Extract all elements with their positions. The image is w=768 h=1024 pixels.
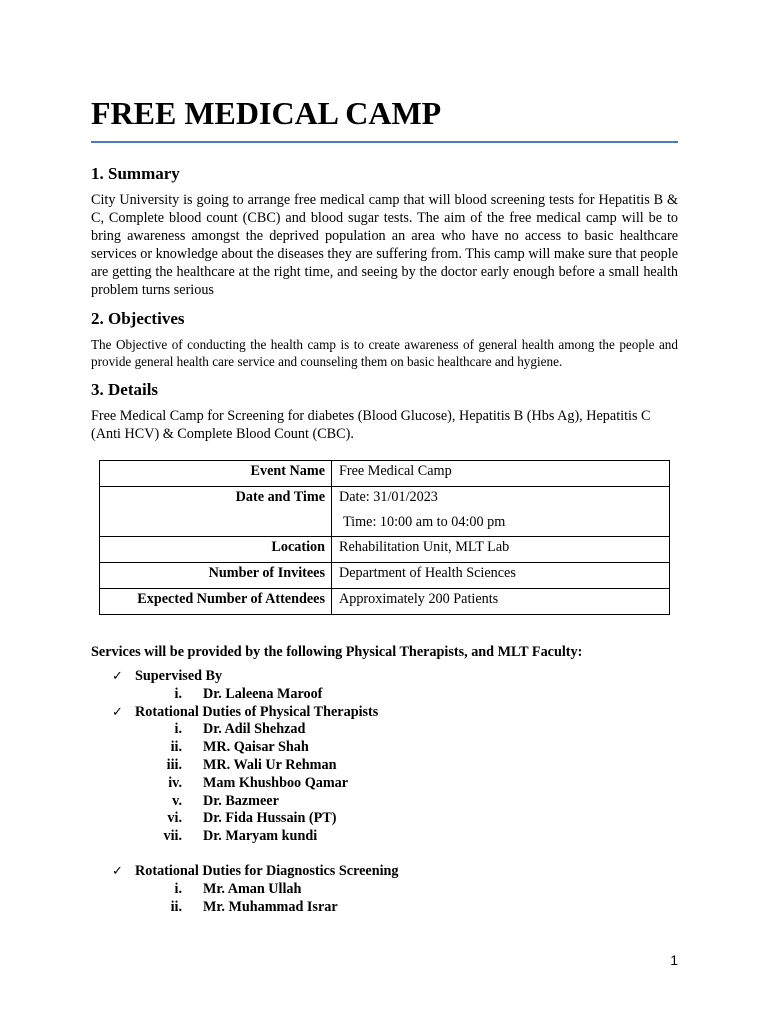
invitees-value: Department of Health Sciences <box>332 563 670 589</box>
item-number: vii. <box>163 828 182 845</box>
item-number: i. <box>174 880 182 897</box>
list-item <box>91 775 678 793</box>
time-value: Time: 10:00 am to 04:00 pm <box>343 514 506 530</box>
list-item <box>91 899 678 917</box>
item-number: v. <box>172 792 182 809</box>
list-item <box>91 793 678 811</box>
item-number: iii. <box>166 756 182 773</box>
list-item <box>91 721 678 739</box>
document-title: FREE MEDICAL CAMP <box>91 92 678 143</box>
table-row <box>100 537 670 563</box>
date-value: Date: 31/01/2023 <box>339 489 438 505</box>
attendees-label: Expected Number of Attendees <box>100 589 332 615</box>
check-icon: ✓ <box>112 863 123 879</box>
item-name: Dr. Bazmeer <box>203 792 279 809</box>
details-heading: 3. Details <box>91 380 159 399</box>
list-item <box>91 668 678 686</box>
table-row <box>100 487 670 537</box>
details-text: Free Medical Camp for Screening for diabetes (Blood Glucose), Hepatitis B (Hbs Ag), Hepatitis C (Anti HCV) & Complete Blood Count (CBC). <box>91 408 651 442</box>
table-row <box>100 461 670 487</box>
item-number: ii. <box>170 898 182 915</box>
list-item <box>91 757 678 775</box>
list-item <box>91 863 678 881</box>
group-label: Rotational Duties for Diagnostics Screening <box>135 862 399 879</box>
item-name: Dr. Fida Hussain (PT) <box>203 810 337 827</box>
list-item <box>91 881 678 899</box>
item-number: ii. <box>170 739 182 756</box>
list-item <box>91 704 678 722</box>
services-heading: Services will be provided by the following Physical Therapists, and MLT Faculty: <box>91 644 583 660</box>
location-label: Location <box>100 537 332 563</box>
summary-heading: 1. Summary <box>91 164 180 183</box>
list-item <box>91 739 678 757</box>
item-name: Mam Khushboo Qamar <box>203 774 349 791</box>
item-number: i. <box>174 685 182 702</box>
objectives-heading: 2. Objectives <box>91 309 185 328</box>
location-value: Rehabilitation Unit, MLT Lab <box>332 537 670 563</box>
event-name-value: Free Medical Camp <box>332 461 670 487</box>
item-name: MR. Wali Ur Rehman <box>203 756 337 773</box>
item-name: Mr. Muhammad Israr <box>203 898 338 915</box>
item-number: i. <box>174 721 182 738</box>
item-name: Dr. Maryam kundi <box>203 828 318 845</box>
page-number: 1 <box>670 952 678 968</box>
item-number: vi. <box>167 810 182 827</box>
attendees-value: Approximately 200 Patients <box>332 589 670 615</box>
check-icon: ✓ <box>112 669 123 684</box>
list-item <box>91 810 678 828</box>
item-name: Dr. Laleena Maroof <box>203 685 323 702</box>
group-label: Rotational Duties of Physical Therapists <box>135 703 379 720</box>
event-details-table <box>99 460 670 615</box>
list-item <box>91 828 678 846</box>
invitees-label: Number of Invitees <box>100 563 332 589</box>
list-item <box>91 686 678 704</box>
summary-text: City University is going to arrange free medical camp that will blood screening tests for Hepatitis B & C, Complete blood count (CBC) and blood sugar tests. The aim of the free medical camp will be to bring awareness amongst the deprived population an area who have no access to basic healthcare services or knowledge about the diseases they are suffering from. This camp will make sure that people are getting the healthcare at the right time, and seeing by the doctor early enough before a small health problem turns serious <box>91 192 678 298</box>
table-row <box>100 563 670 589</box>
item-name: MR. Qaisar Shah <box>203 739 309 756</box>
item-name: Dr. Adil Shehzad <box>203 721 306 738</box>
group-label: Supervised By <box>135 668 223 684</box>
objectives-text: The Objective of conducting the health camp is to create awareness of general health among the people and provide general health care service and counseling them on basic healthcare and hygiene. <box>91 337 678 369</box>
item-number: iv. <box>168 774 182 791</box>
event-name-label: Event Name <box>100 461 332 487</box>
page-content <box>91 92 678 916</box>
table-row <box>100 589 670 615</box>
date-time-value <box>332 487 670 537</box>
check-icon: ✓ <box>112 704 123 720</box>
item-name: Mr. Aman Ullah <box>203 880 302 897</box>
date-time-label: Date and Time <box>100 487 332 537</box>
